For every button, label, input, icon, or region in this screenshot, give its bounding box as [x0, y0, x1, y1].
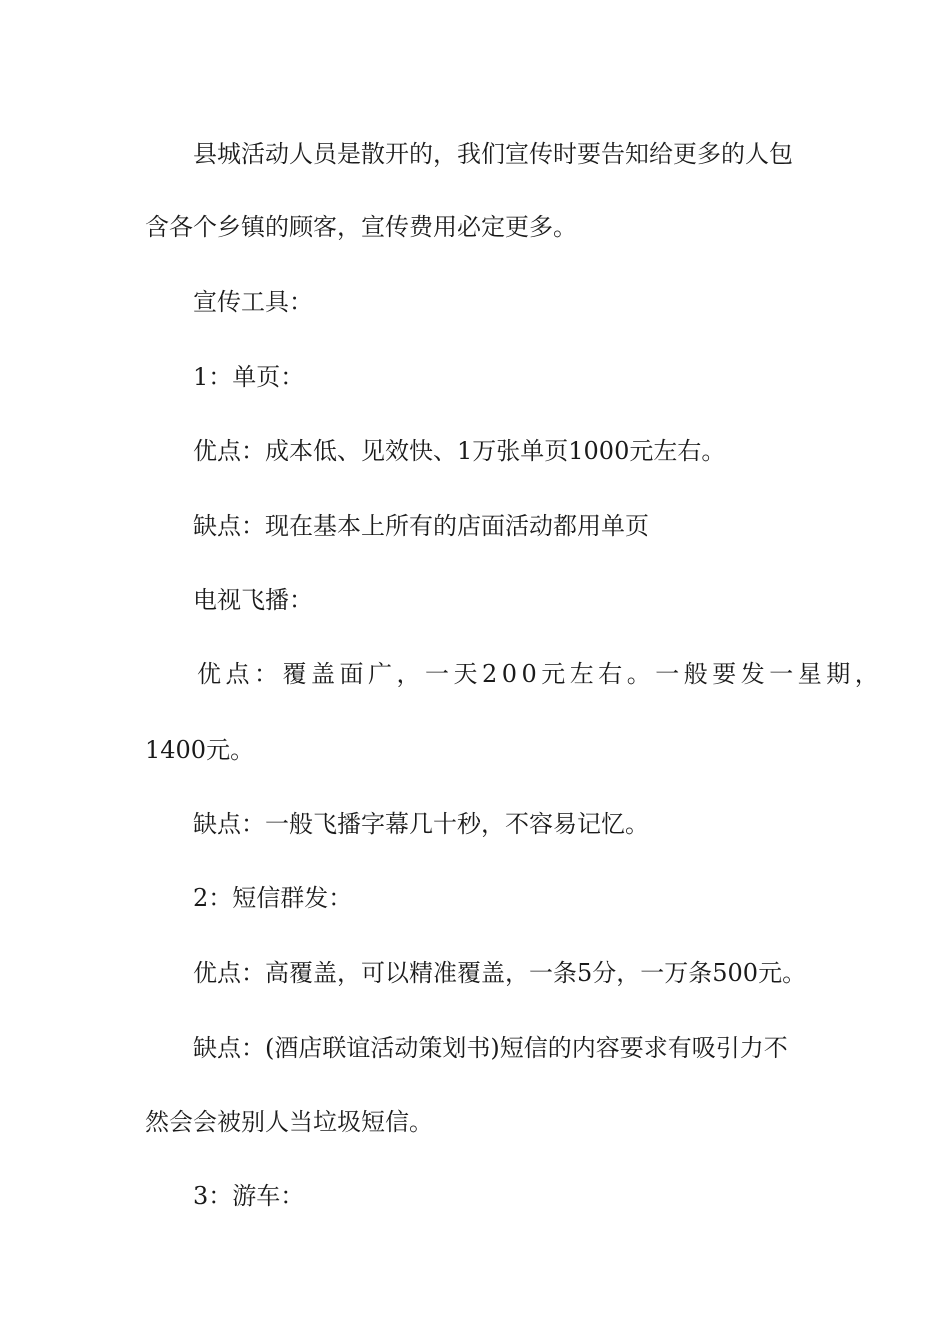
paragraph-line: 优点：覆盖面广，一天200元左右。一般要发一星期， — [197, 660, 884, 688]
paragraph-line: 1400元。 — [145, 736, 255, 764]
paragraph-line: 县城活动人员是散开的，我们宣传时要告知给更多的人包 — [193, 140, 793, 168]
section-heading: 电视飞播： — [193, 586, 313, 614]
paragraph-line: 缺点：现在基本上所有的店面活动都用单页 — [193, 512, 649, 540]
paragraph-line: 缺点：(酒店联谊活动策划书)短信的内容要求有吸引力不 — [193, 1034, 788, 1062]
section-heading: 3：游车： — [193, 1182, 305, 1210]
section-heading: 2：短信群发： — [193, 884, 353, 912]
section-heading: 宣传工具： — [193, 288, 313, 316]
paragraph-line: 含各个乡镇的顾客，宣传费用必定更多。 — [145, 213, 577, 241]
paragraph-line: 优点：高覆盖，可以精准覆盖，一条5分，一万条500元。 — [193, 959, 807, 987]
paragraph-line: 然会会被别人当垃圾短信。 — [145, 1108, 433, 1136]
section-heading: 1：单页： — [193, 363, 305, 391]
paragraph-line: 优点：成本低、见效快、1万张单页1000元左右。 — [193, 437, 726, 465]
paragraph-line: 缺点：一般飞播字幕几十秒，不容易记忆。 — [193, 810, 649, 838]
